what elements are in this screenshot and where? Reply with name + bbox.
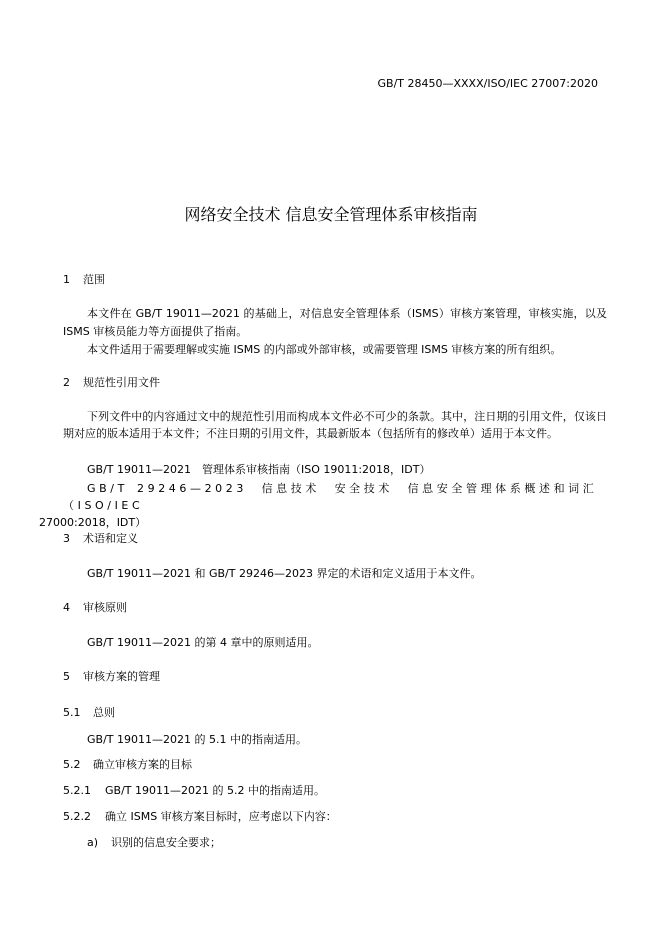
clause-text: GB/T 19011—2021 的 5.2 中的指南适用。 (105, 784, 325, 797)
section-title: 审核原则 (83, 601, 127, 614)
section-3-heading (63, 532, 138, 546)
section-5-1-paragraph-1: GB/T 19011—2021 的 5.1 中的指南适用。 (87, 733, 307, 746)
section-5-heading (63, 670, 160, 684)
reference-gbt-29246 (39, 480, 599, 531)
section-2-paragraph-1: 下列文件中的内容通过文中的规范性引用而构成本文件必不可少的条款。其中，注日期的引用文件，仅该日期对应的版本适用于本文件；不注日期的引用文件，其最新版本（包括所有的修改单）适用于本文件。 (63, 410, 607, 440)
clause-number: 5.2.1 (63, 784, 91, 797)
section-title: 总则 (93, 706, 115, 719)
section-number: 3 (63, 532, 70, 545)
list-item-a (87, 836, 221, 850)
section-number: 5.1 (63, 706, 81, 719)
section-title: 规范性引用文件 (83, 376, 160, 389)
reference-line-2: 27000:2018，IDT） (39, 516, 147, 529)
section-1-paragraph-1: 本文件在 GB/T 19011—2021 的基础上，对信息安全管理体系（ISMS）审核方案管理，审核实施，以及 ISMS 审核员能力等方面提供了指南。 (63, 307, 607, 338)
section-number: 2 (63, 376, 70, 389)
section-4-heading (63, 601, 127, 615)
document-title: 网络安全技术 信息安全管理体系审核指南 (184, 205, 478, 224)
section-5-1-heading (63, 706, 115, 720)
standard-identifier: GB/T 28450—XXXX/ISO/IEC 27007:2020 (377, 77, 598, 90)
section-1-paragraph-2: 本文件适用于需要理解或实施 ISMS 的内部或外部审核，或需要管理 ISMS 审核方案的所有组织。 (87, 343, 562, 356)
section-number: 5 (63, 670, 70, 683)
section-title: 确立审核方案的目标 (93, 758, 192, 771)
section-5-2-heading (63, 758, 192, 772)
list-marker: a) (87, 836, 99, 849)
section-3-paragraph-1: GB/T 19011—2021 和 GB/T 29246—2023 界定的术语和定义适用于本文件。 (87, 567, 482, 580)
section-4-paragraph-1: GB/T 19011—2021 的第 4 章中的原则适用。 (87, 636, 319, 649)
section-2-heading (63, 376, 160, 390)
reference-line-1: GB/T 29246—2023 信息技术 安全技术 信息安全管理体系概述和词汇（ISO/IEC (63, 482, 598, 512)
section-number: 5.2 (63, 758, 81, 771)
section-number: 1 (63, 273, 70, 286)
section-title: 术语和定义 (83, 532, 138, 545)
section-title: 范围 (83, 273, 105, 286)
section-number: 4 (63, 601, 70, 614)
list-item-text: 识别的信息安全要求； (111, 836, 221, 849)
clause-number: 5.2.2 (63, 810, 91, 823)
reference-gbt-19011: GB/T 19011—2021 管理体系审核指南（ISO 19011:2018，IDT） (87, 463, 431, 476)
clause-5-2-1 (63, 784, 325, 798)
section-1-heading (63, 273, 105, 287)
clause-5-2-2 (63, 810, 337, 824)
clause-text: 确立 ISMS 审核方案目标时，应考虑以下内容： (105, 810, 337, 823)
section-title: 审核方案的管理 (83, 670, 160, 683)
